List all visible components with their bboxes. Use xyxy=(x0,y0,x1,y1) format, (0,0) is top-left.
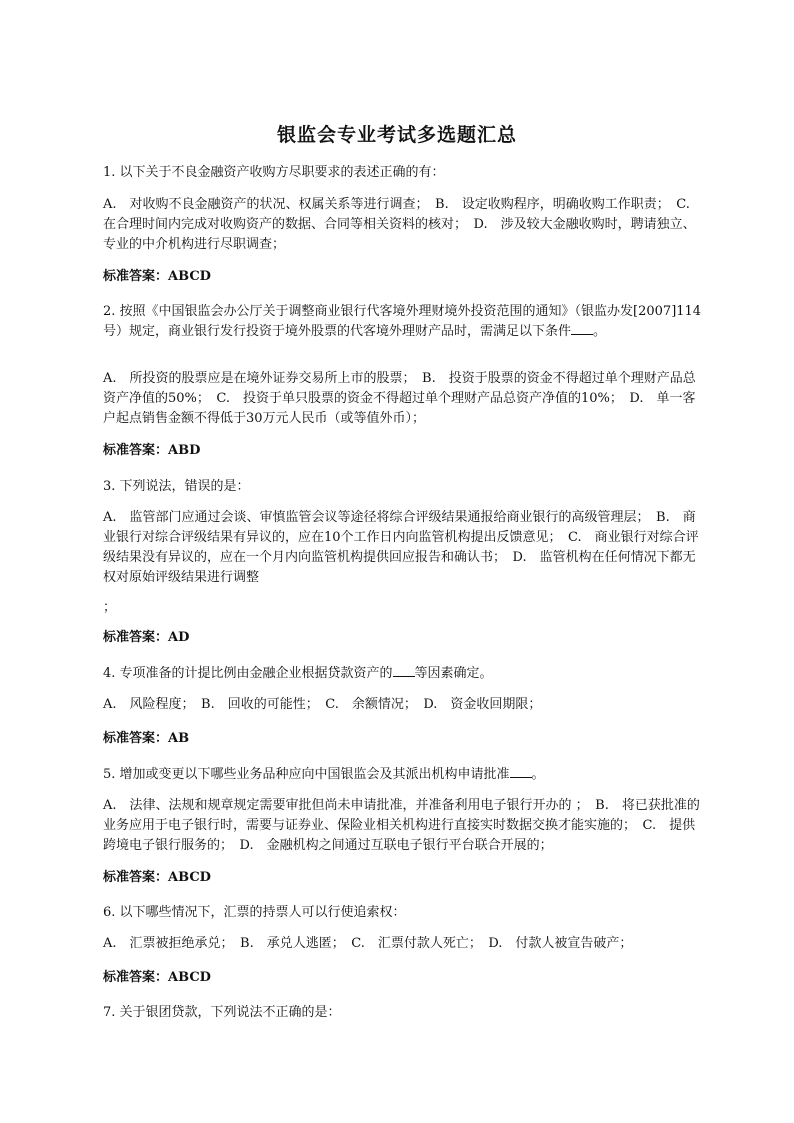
answer-value: AB xyxy=(168,731,190,746)
question-1-answer xyxy=(103,265,211,284)
answer-blank xyxy=(393,664,415,677)
question-2-stem-text: 2. 按照《中国银监会办公厅关于调整商业银行代客境外理财境外投资范围的通知》（银监办发[2007]114号）规定，商业银行发行投资于境外股票的代客境外理财产品时，需满足以下条件 xyxy=(103,304,702,339)
answer-blank xyxy=(510,765,532,778)
answer-value: ABCD xyxy=(168,269,211,284)
question-4-stem-text: 4. 专项准备的计提比例由金融企业根据贷款资产的 xyxy=(103,666,393,681)
question-5-stem-text: 5. 增加或变更以下哪些业务品种应向中国银监会及其派出机构申请批准 xyxy=(103,767,510,782)
question-1-stem: 1. 以下关于不良金融资产收购方尽职要求的表述正确的有： xyxy=(103,165,445,180)
question-7-stem: 7. 关于银团贷款，下列说法不正确的是： xyxy=(103,1005,341,1020)
answer-label: 标准答案： xyxy=(103,970,169,985)
answer-blank xyxy=(571,322,593,335)
question-3-stem: 3. 下列说法，错误的是： xyxy=(103,479,250,494)
question-5-stem-end: 。 xyxy=(531,767,545,782)
answer-value: AD xyxy=(168,630,190,645)
question-4-stem-end: 等因素确定。 xyxy=(414,666,493,681)
question-6-answer xyxy=(103,966,211,985)
question-3-options: A. 监管部门应通过会谈、审慎监管会议等途径将综合评级结果通报给商业银行的高级管理层； B. 商业银行对综合评级结果有异议的，应在10个工作日内向监管机构提出反馈意见； C. 商业银行对综合评级结果没有异议的，应在一个月内向监管机构提供回应报告和确认书； D. 监管机构在任何情况下都无权对原始评级结果进行调整 xyxy=(103,510,699,585)
question-5-stem xyxy=(103,765,703,785)
question-3-tail: ； xyxy=(103,600,117,615)
answer-label: 标准答案： xyxy=(103,269,169,284)
answer-value: ABD xyxy=(168,443,201,458)
question-1-options: A. 对收购不良金融资产的状况、权属关系等进行调查； B. 设定收购程序，明确收购工作职责； C. 在合理时间内完成对收购资产的数据、合同等相关资料的核对； D. 涉及较大金融收购时，聘请独立、专业的中介机构进行尽职调查； xyxy=(103,197,703,252)
question-6-options: A. 汇票被拒绝承兑； B. 承兑人逃匿； C. 汇票付款人死亡； D. 付款人被宣告破产； xyxy=(103,936,633,951)
question-2-options: A. 所投资的股票应是在境外证券交易所上市的股票； B. 投资于股票的资金不得超过单个理财产品总资产净值的50%； C. 投资于单只股票的资金不得超过单个理财产品总资产净值的10%； D. 单一客户起点销售金额不得低于30万元人民币（或等值外币）； xyxy=(103,371,696,426)
answer-label: 标准答案： xyxy=(103,731,169,746)
question-2-stem xyxy=(103,302,703,342)
answer-label: 标准答案： xyxy=(103,443,169,458)
question-6-stem: 6. 以下哪些情况下，汇票的持票人可以行使追索权： xyxy=(103,905,406,920)
question-4-answer xyxy=(103,727,189,746)
question-4-options: A. 风险程度； B. 回收的可能性； C. 余额情况； D. 资金收回期限； xyxy=(103,697,542,712)
answer-value: ABCD xyxy=(168,870,211,885)
answer-label: 标准答案： xyxy=(103,870,169,885)
page-title: 银监会专业考试多选题汇总 xyxy=(276,124,517,146)
question-4-stem xyxy=(103,664,703,684)
question-2-answer xyxy=(103,439,200,458)
question-2-stem-end: 。 xyxy=(593,324,607,339)
question-5-answer xyxy=(103,866,211,885)
answer-value: ABCD xyxy=(168,970,211,985)
question-3-answer xyxy=(103,626,189,645)
question-5-options: A. 法律、法规和规章规定需要审批但尚未申请批准，并准备利用电子银行开办的 ； B. 将已获批准的业务应用于电子银行时，需要与证券业、保险业相关机构进行直接实时数据交换才能实施的； C. 提供跨境电子银行服务的； D. 金融机构之间通过互联电子银行平台联合开展的； xyxy=(103,798,700,853)
answer-label: 标准答案： xyxy=(103,630,169,645)
